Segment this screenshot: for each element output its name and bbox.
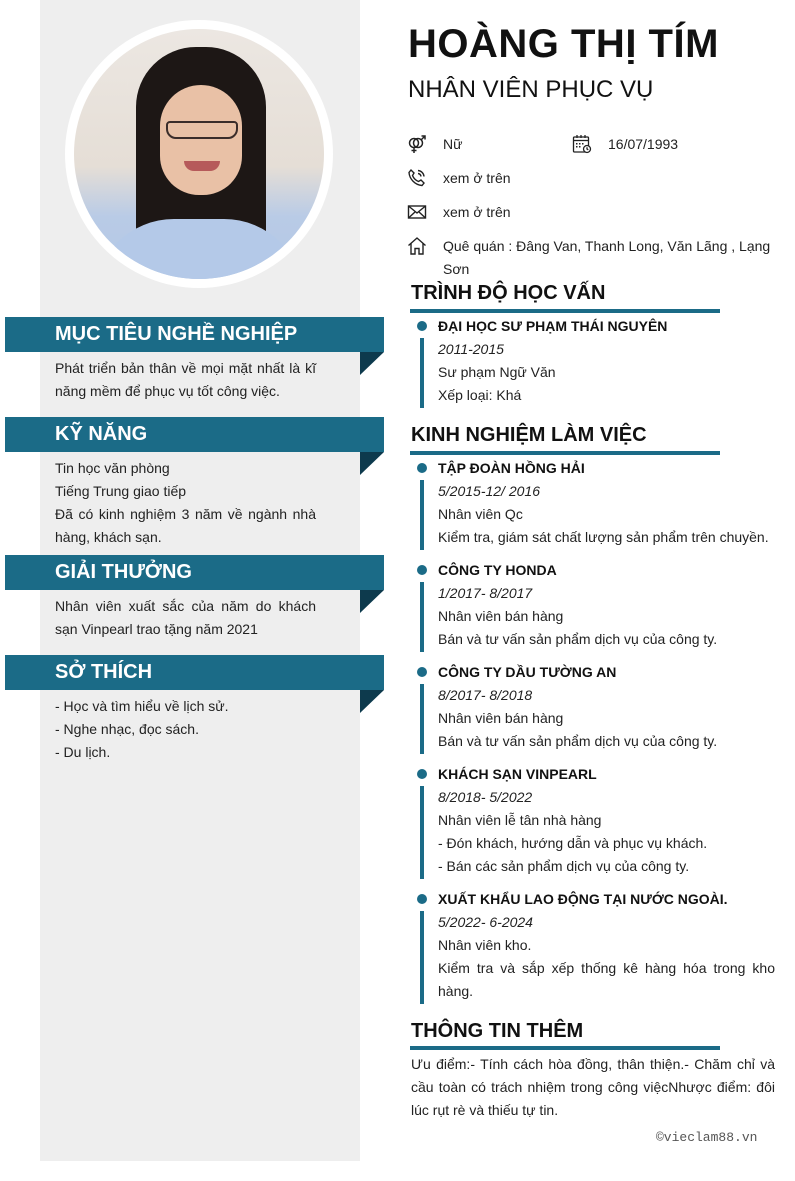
period: 2011-2015 [438, 341, 504, 357]
avatar-glasses [166, 121, 238, 139]
skills-list [55, 457, 316, 549]
objective-paragraph: Phát triển bản thân về mọi mặt nhất là kĩ năng mềm để phục vụ tốt công việc. [55, 360, 316, 399]
period: 5/2015-12/ 2016 [438, 483, 540, 499]
birthday-value: 16/07/1993 [608, 136, 679, 152]
timeline-line [420, 786, 424, 879]
hobby-item: - Học và tìm hiểu về lịch sử. [55, 698, 229, 714]
detail-line: Sư phạm Ngữ Văn [438, 364, 556, 380]
timeline-dot [417, 463, 427, 473]
timeline-dot [417, 667, 427, 677]
section-underline [410, 309, 720, 313]
period: 1/2017- 8/2017 [438, 585, 533, 601]
timeline-dot [417, 769, 427, 779]
awards-heading: GIẢI THƯỞNG [5, 555, 384, 590]
experience-item [438, 763, 775, 878]
address-value [443, 235, 775, 281]
mail-icon [407, 202, 427, 222]
detail-line: Bán và tư vấn sản phẩm dịch vụ của công ty. [438, 631, 718, 647]
period: 8/2018- 5/2022 [438, 789, 533, 805]
detail-line: Nhân viên lễ tân nhà hàng [438, 812, 602, 828]
period: 8/2017- 8/2018 [438, 687, 533, 703]
awards-text [55, 595, 316, 641]
experience-item [438, 457, 775, 549]
section-underline [410, 1046, 720, 1050]
timeline-dot [417, 321, 427, 331]
experience-item [438, 888, 775, 1003]
avatar-smile [184, 161, 220, 171]
detail-line: Xếp loại: Khá [438, 387, 522, 403]
section-underline [410, 451, 720, 455]
detail-line: - Bán các sản phẩm dịch vụ của công ty. [438, 858, 690, 874]
experience-item [438, 559, 775, 651]
gender-icon [407, 134, 427, 154]
detail-line: Kiểm tra và sắp xếp thống kê hàng hóa trong kho hàng. [438, 960, 775, 999]
company-name: CÔNG TY HONDA [438, 562, 557, 578]
detail-line: Nhân viên bán hàng [438, 608, 564, 624]
email-value: xem ở trên [443, 204, 511, 220]
calendar-icon [572, 134, 592, 154]
candidate-name: HOÀNG THỊ TÍM [408, 22, 719, 66]
company-name: TẬP ĐOÀN HỒNG HẢI [438, 460, 585, 476]
skill-item: Tin học văn phòng [55, 460, 170, 476]
banner-fold [360, 452, 384, 475]
phone-icon [407, 168, 427, 188]
timeline-line [420, 582, 424, 652]
objective-text [55, 357, 316, 403]
home-icon [407, 236, 427, 256]
detail-line: Kiểm tra, giám sát chất lượng sản phẩm trên chuyền. [438, 529, 769, 545]
phone-value: xem ở trên [443, 170, 511, 186]
additional-heading: THÔNG TIN THÊM [411, 1020, 584, 1042]
detail-line: Nhân viên bán hàng [438, 710, 564, 726]
skill-item: Đã có kinh nghiệm 3 năm về ngành nhà hàng, khách sạn. [55, 506, 316, 545]
hobbies-list [55, 695, 316, 764]
objective-heading: MỤC TIÊU NGHỀ NGHIỆP [5, 317, 384, 352]
education-heading: TRÌNH ĐỘ HỌC VẤN [411, 282, 606, 304]
timeline-line [420, 911, 424, 1004]
timeline-dot [417, 894, 427, 904]
company-name: CÔNG TY DẦU TƯỜNG AN [438, 664, 617, 680]
skill-item: Tiếng Trung giao tiếp [55, 483, 187, 499]
detail-line: Nhân viên kho. [438, 937, 532, 953]
avatar-face [160, 85, 242, 195]
avatar [74, 29, 324, 279]
watermark: ©vieclam88.vn [656, 1130, 758, 1145]
timeline-dot [417, 565, 427, 575]
banner-fold [360, 352, 384, 375]
hobby-item: - Du lịch. [55, 744, 111, 760]
detail-line: Nhân viên Qc [438, 506, 523, 522]
detail-line: - Đón khách, hướng dẫn và phục vụ khách. [438, 835, 708, 851]
hobby-item: - Nghe nhạc, đọc sách. [55, 721, 199, 737]
company-name: KHÁCH SẠN VINPEARL [438, 766, 597, 782]
hobbies-heading: SỞ THÍCH [5, 655, 384, 690]
address-line: Sơn [443, 261, 470, 277]
experience-item [438, 661, 775, 753]
timeline-line [420, 684, 424, 754]
banner-fold [360, 590, 384, 613]
gender-value: Nữ [443, 136, 463, 152]
detail-line: Bán và tư vấn sản phẩm dịch vụ của công ty. [438, 733, 718, 749]
period: 5/2022- 6-2024 [438, 914, 533, 930]
job-title: NHÂN VIÊN PHỤC VỤ [408, 76, 654, 103]
additional-text: Ưu điểm:- Tính cách hòa đồng, thân thiện.- Chăm chỉ và cầu toàn có trách nhiệm trong công việcNhược điểm: đôi lúc rụt rè và thiếu tự tin. [411, 1056, 775, 1118]
timeline-line [420, 338, 424, 408]
awards-paragraph: Nhân viên xuất sắc của năm do khách sạn Vinpearl trao tặng năm 2021 [55, 598, 316, 637]
company-name: XUẤT KHẨU LAO ĐỘNG TẠI NƯỚC NGOÀI. [438, 891, 728, 907]
timeline-line [420, 480, 424, 550]
education-item [438, 315, 775, 407]
banner-fold [360, 690, 384, 713]
address-line: Quê quán : Đâng Van, Thanh Long, Văn Lãng , Lạng [443, 238, 771, 254]
skills-heading: KỸ NĂNG [5, 417, 384, 452]
avatar-shirt [94, 219, 304, 279]
school-name: ĐẠI HỌC SƯ PHẠM THÁI NGUYÊN [438, 318, 668, 334]
experience-heading: KINH NGHIỆM LÀM VIỆC [411, 424, 647, 446]
